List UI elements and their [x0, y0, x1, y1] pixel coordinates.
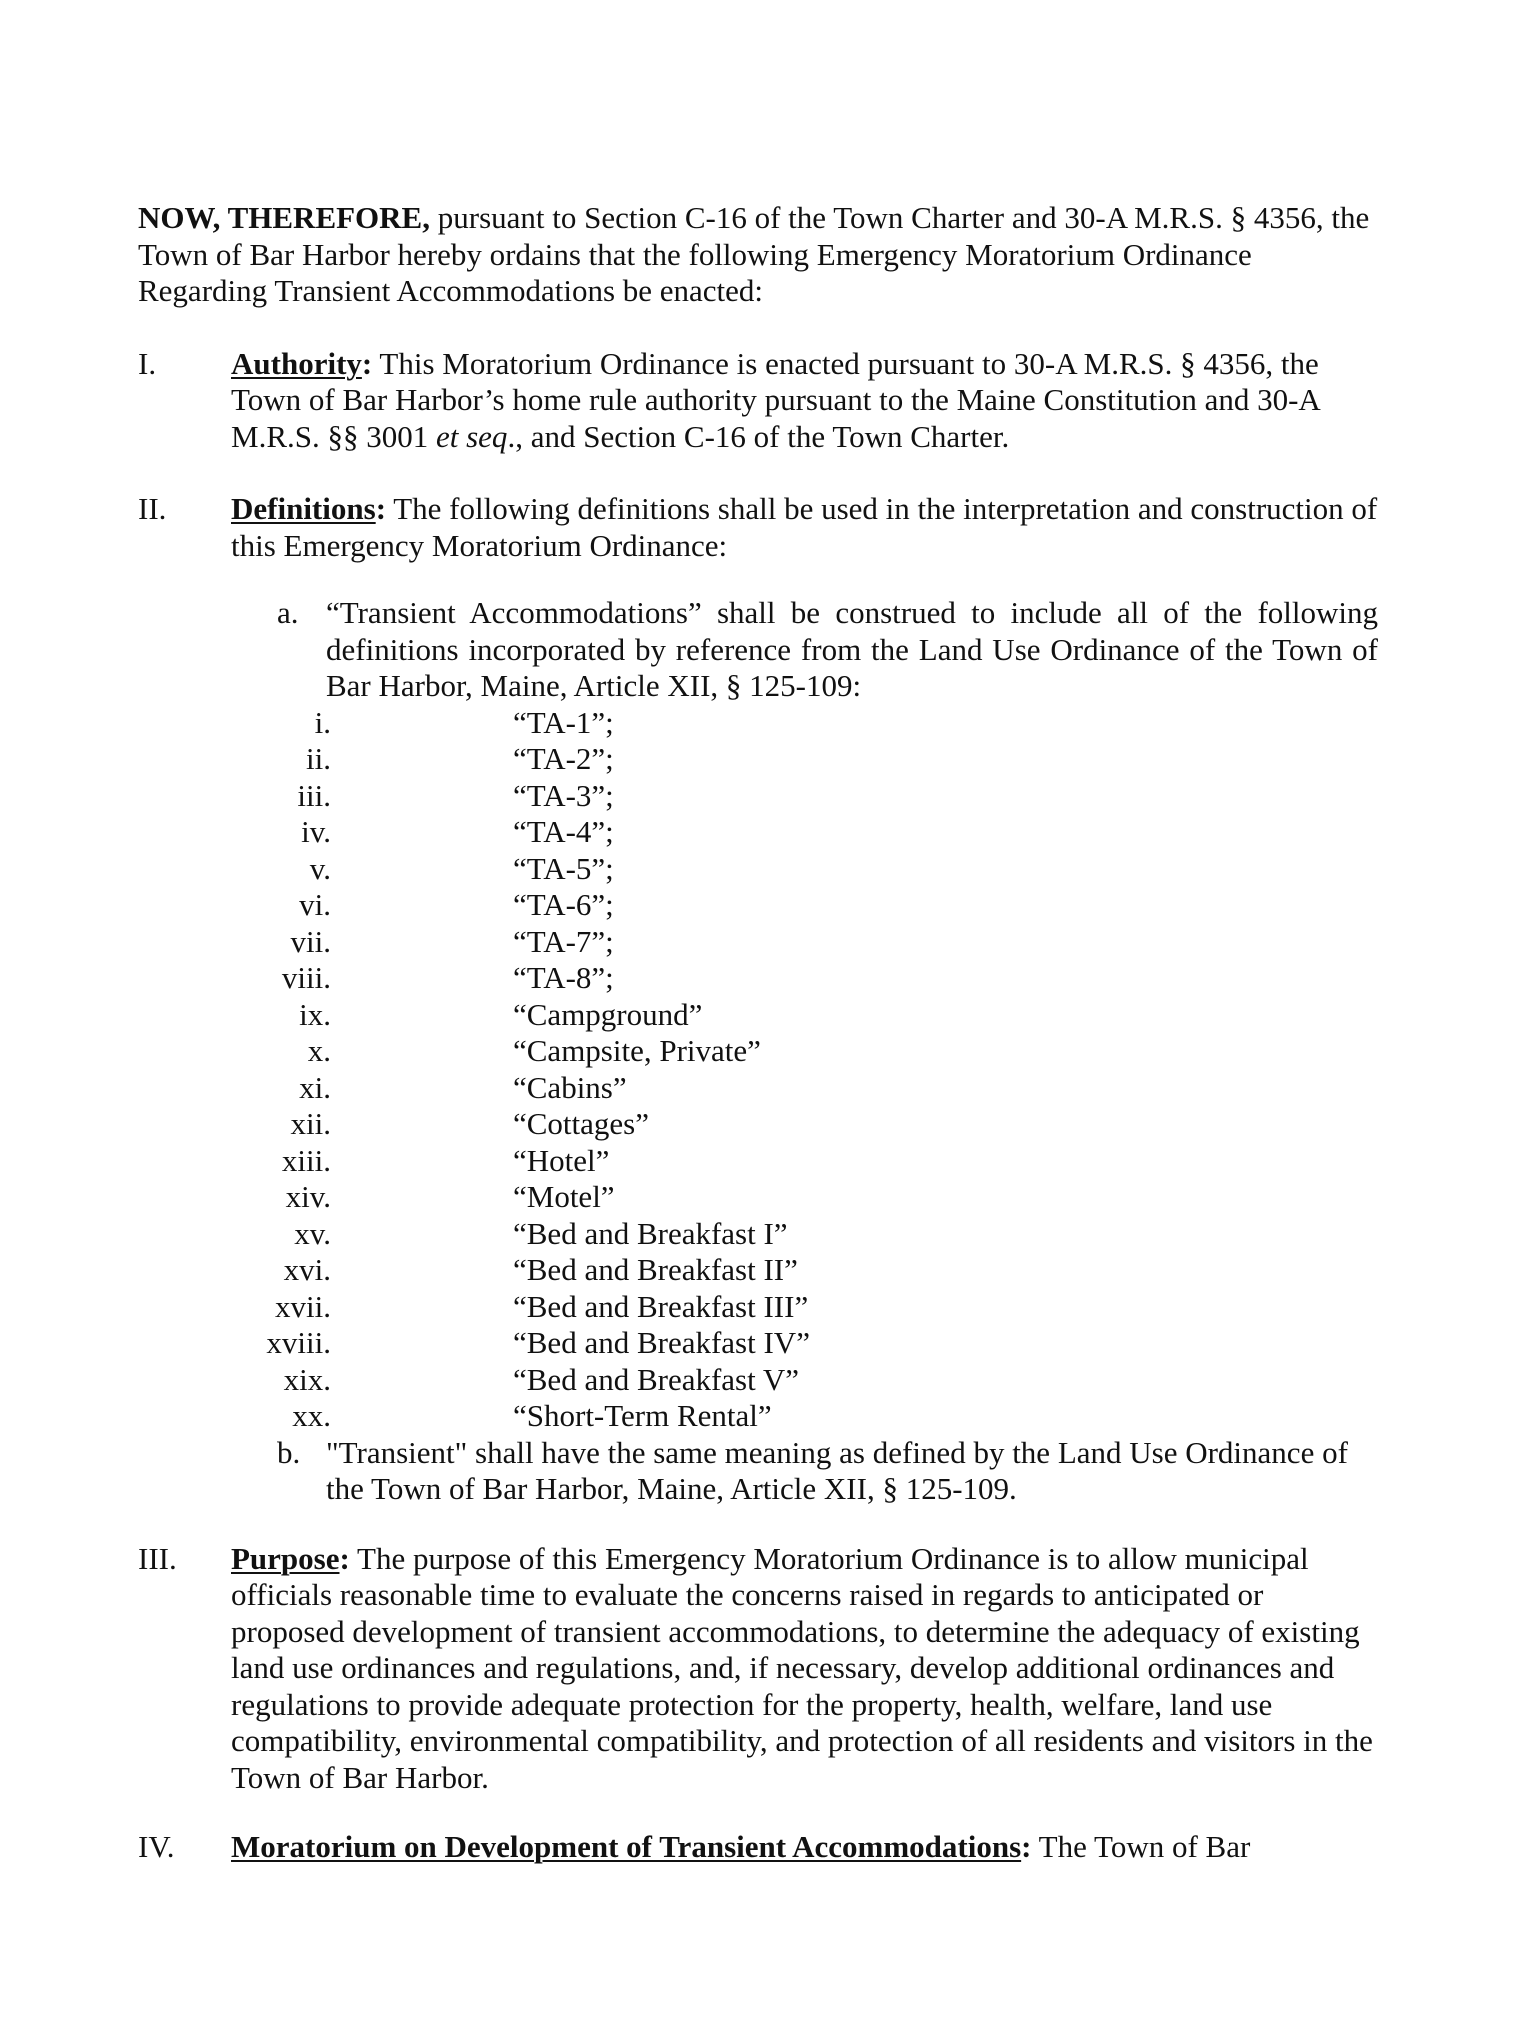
definition-item-number: xiv.	[285, 1179, 331, 1214]
definition-item-number: viii.	[281, 960, 331, 995]
document-page	[138, 200, 1378, 1866]
definition-item	[231, 1252, 1378, 1289]
intro-paragraph	[138, 200, 1378, 310]
definition-item-text: “Hotel”	[513, 1142, 610, 1178]
definition-item-number: iii.	[297, 777, 331, 813]
definition-item-number: iv.	[301, 814, 331, 849]
definition-item-text: “Cottages”	[513, 1106, 650, 1141]
definition-item	[231, 1106, 1378, 1143]
section-heading: Purpose	[231, 1540, 340, 1576]
definition-item	[231, 778, 1378, 815]
definition-item	[231, 851, 1378, 888]
definition-items-list	[231, 705, 1378, 1435]
definition-item-number: xv.	[294, 1215, 331, 1251]
intro-bold-lead: NOW, THEREFORE,	[138, 200, 430, 235]
heading-colon: :	[375, 491, 387, 526]
definition-item	[231, 1216, 1378, 1253]
section-italic-text: et seq	[435, 418, 508, 454]
definition-a-text: “Transient Accommodations” shall be construed to include all of the following definitions incorporated by reference from the Land Use Ordinance of the Town of Bar Harbor, Maine, Article XII, § 125-109:	[326, 595, 1378, 703]
definition-item	[231, 997, 1378, 1034]
section-purpose	[138, 1541, 1378, 1797]
section-heading: Authority	[231, 345, 362, 381]
definition-item-text: “Campsite, Private”	[513, 1033, 761, 1068]
definition-item-number: xiii.	[281, 1142, 331, 1178]
definition-item-text: “TA-7”;	[513, 923, 614, 959]
definition-item-text: “Bed and Breakfast III”	[513, 1288, 809, 1324]
definition-item-text: “Short-Term Rental”	[513, 1398, 772, 1433]
heading-colon: :	[361, 345, 373, 381]
definition-item-text: “TA-8”;	[513, 960, 614, 995]
section-body	[231, 491, 1378, 564]
sub-letter: a.	[277, 595, 299, 630]
definition-a	[231, 595, 1378, 705]
intro-text: pursuant to Section C-16 of the Town Charter and 30-A M.R.S. § 4356, the Town of Bar Harbor hereby ordains that the following Emergency Moratorium Ordinance Regarding Transient Accommodations be enacted:	[138, 200, 1370, 308]
section-definitions	[138, 491, 1378, 1508]
definition-item-number: xii.	[290, 1106, 331, 1141]
section-text: This Moratorium Ordinance is enacted pursuant to 30-A M.R.S. § 4356, the Town of Bar Harbor’s home rule authority pursuant to the Maine Constitution and 30-A M.R.S. §§ 3001	[231, 345, 1320, 454]
sub-letter: b.	[277, 1434, 301, 1470]
definition-item-number: x.	[307, 1033, 331, 1068]
definition-item	[231, 1033, 1378, 1070]
definition-item-number: xvi.	[283, 1252, 331, 1287]
definition-item-text: “Bed and Breakfast IV”	[513, 1325, 810, 1360]
definition-item	[231, 814, 1378, 851]
definition-item-text: “Motel”	[513, 1179, 615, 1214]
definition-item-text: “Bed and Breakfast II”	[513, 1252, 798, 1287]
definition-item-text: “TA-1”;	[513, 704, 614, 740]
definition-item-number: xx.	[292, 1398, 331, 1433]
section-body	[231, 1541, 1378, 1797]
section-number: II.	[138, 491, 167, 526]
section-moratorium	[138, 1829, 1378, 1866]
heading-colon: :	[1021, 1829, 1032, 1864]
definition-item	[231, 960, 1378, 997]
section-text: The purpose of this Emergency Moratorium Ordinance is to allow municipal officials reasonable time to evaluate the concerns raised in regards to anticipated or proposed development of transient accommodations, to determine the adequacy of existing land use ordinances and regulations, and, if necessary, develop additional ordinances and regulations to provide adequate protection for the property, health, welfare, land use compatibility, environmental compatibility, and protection of all residents and visitors in the Town of Bar Harbor.	[231, 1540, 1373, 1795]
definition-item-number: xix.	[283, 1361, 331, 1397]
section-authority	[138, 346, 1378, 456]
definition-item-text: “Cabins”	[513, 1069, 627, 1105]
definition-item-number: xi.	[299, 1069, 331, 1105]
definition-item-text: “Campground”	[513, 996, 703, 1032]
section-heading: Moratorium on Development of Transient Accommodations	[231, 1829, 1022, 1864]
section-text: The following definitions shall be used in the interpretation and construction of this Emergency Moratorium Ordinance:	[231, 491, 1378, 563]
definition-item-number: i.	[314, 704, 331, 740]
section-number: III.	[138, 1540, 177, 1576]
definition-item	[231, 1362, 1378, 1399]
definition-b-text: "Transient" shall have the same meaning as defined by the Land Use Ordinance of the Town of Bar Harbor, Maine, Article XII, § 125-109.	[326, 1434, 1348, 1506]
definition-item	[231, 1143, 1378, 1180]
section-text-end: ., and Section C-16 of the Town Charter.	[507, 418, 1010, 454]
definition-item	[231, 887, 1378, 924]
section-heading: Definitions	[231, 491, 376, 526]
definition-item	[231, 924, 1378, 961]
definition-item-text: “TA-6”;	[513, 887, 614, 922]
definition-item	[231, 705, 1378, 742]
section-body	[231, 1829, 1378, 1866]
definition-item	[231, 1325, 1378, 1362]
definition-item-number: v.	[309, 850, 331, 886]
definition-item-number: xvii.	[275, 1288, 331, 1324]
definition-item-text: “TA-3”;	[513, 777, 614, 813]
definition-item-number: ii.	[306, 741, 331, 776]
definition-item	[231, 741, 1378, 778]
section-body	[231, 346, 1378, 456]
section-number: I.	[138, 345, 157, 381]
definition-item-text: “Bed and Breakfast I”	[513, 1215, 788, 1251]
definition-item	[231, 1289, 1378, 1326]
section-number: IV.	[138, 1829, 175, 1864]
definition-item-number: xviii.	[266, 1325, 331, 1360]
definition-item-text: “Bed and Breakfast V”	[513, 1361, 800, 1397]
definition-item	[231, 1398, 1378, 1435]
definition-b	[231, 1435, 1378, 1508]
definition-item-text: “TA-5”;	[513, 850, 614, 886]
definition-item	[231, 1179, 1378, 1216]
definition-item-number: vii.	[290, 923, 331, 959]
definition-item-number: vi.	[299, 887, 331, 922]
section-text: The Town of Bar	[1031, 1829, 1251, 1864]
definition-item	[231, 1070, 1378, 1107]
definition-item-number: ix.	[299, 996, 331, 1032]
definition-item-text: “TA-2”;	[513, 741, 614, 776]
definition-item-text: “TA-4”;	[513, 814, 614, 849]
heading-colon: :	[339, 1540, 350, 1576]
